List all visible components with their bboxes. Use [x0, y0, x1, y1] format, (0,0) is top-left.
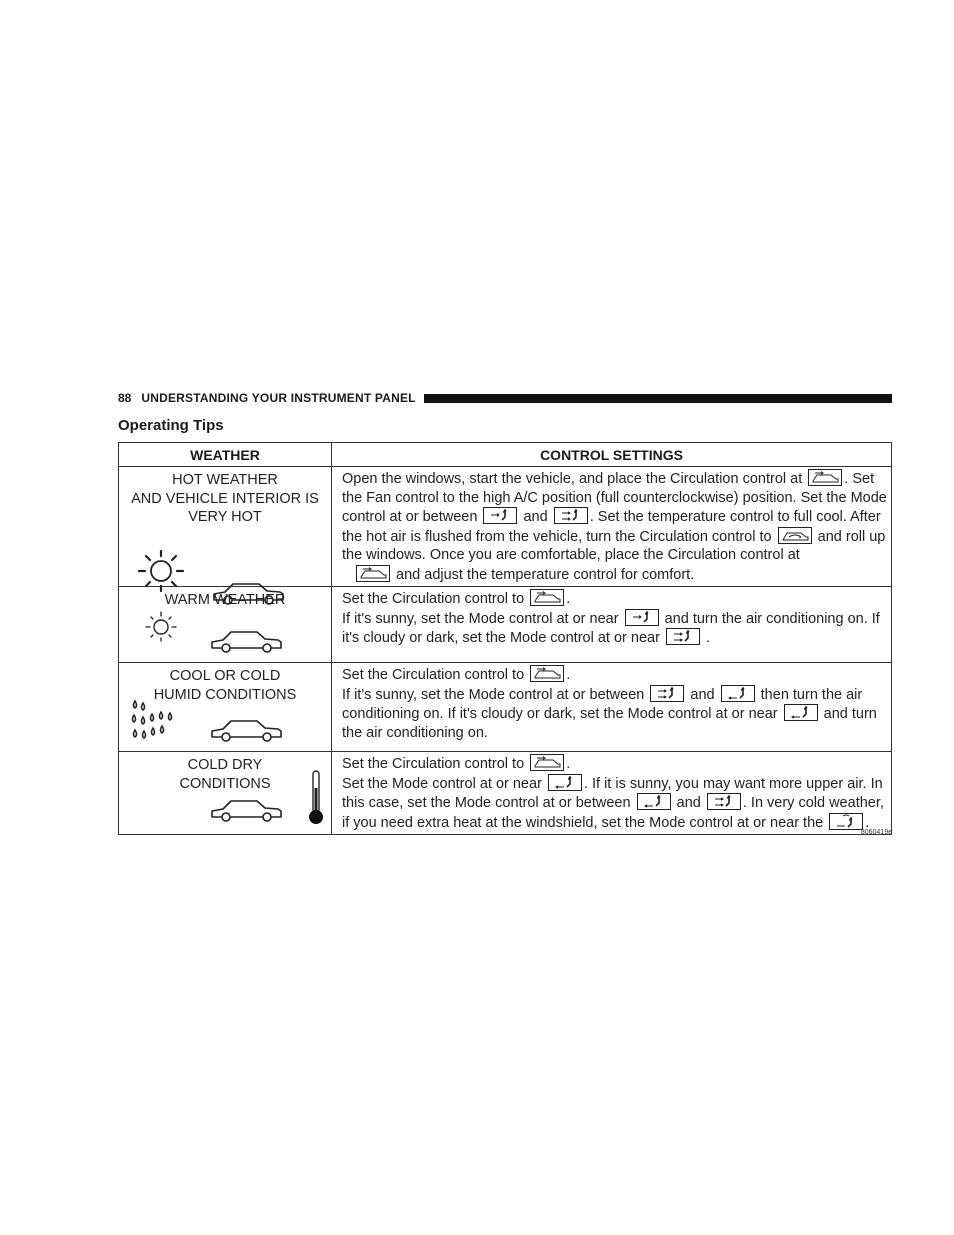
table-row	[119, 467, 892, 587]
panel-mode-icon	[483, 507, 517, 524]
table-row	[119, 752, 892, 835]
weather-cell-hot	[119, 467, 332, 587]
floor-mode-icon	[784, 704, 818, 721]
column-header-weather: WEATHER	[119, 443, 332, 467]
weather-label: COLD DRY CONDITIONS	[179, 757, 271, 792]
panel-mode-icon	[625, 609, 659, 626]
column-header-control-settings: CONTROL SETTINGS	[332, 443, 892, 467]
settings-cell-warm: Set the Circulation control to . If it's sunny, set the Mode control at or near and turn the air conditioning on. If it's cloudy or dark, set the Mode control at or near .	[332, 587, 892, 663]
section-title: Operating Tips	[118, 417, 224, 434]
rain-drops-icon	[129, 697, 175, 747]
bi-level-mode-icon	[650, 685, 684, 702]
weather-label: WARM WEATHER	[164, 592, 286, 608]
weather-cell-warm	[119, 587, 332, 663]
car-icon	[209, 714, 285, 744]
floor-mode-icon	[721, 685, 755, 702]
bi-level-mode-icon	[666, 628, 700, 645]
page-header	[118, 390, 892, 406]
recirculation-icon	[778, 527, 812, 544]
operating-tips-table	[118, 442, 892, 835]
bi-level-mode-icon	[554, 507, 588, 524]
figure-code: 8060419e	[860, 829, 892, 836]
mix-mode-icon	[829, 813, 863, 830]
outside-air-icon	[530, 665, 564, 682]
chapter-title: UNDERSTANDING YOUR INSTRUMENT PANEL	[141, 391, 416, 405]
settings-cell-cold-dry: Set the Circulation control to . Set the Mode control at or near . If it is sunny, you may want more upper air. In this case, set the Mode control at or between and . In very cold weather, if you need extra heat at the windshield, set the Mode control at or near the .	[332, 752, 892, 835]
weather-cell-cool-humid	[119, 663, 332, 752]
bi-level-mode-icon	[707, 793, 741, 810]
table-header-row	[119, 443, 892, 467]
table-row	[119, 587, 892, 663]
outside-air-icon	[356, 565, 390, 582]
floor-mode-icon	[637, 793, 671, 810]
settings-cell-cool-humid: Set the Circulation control to . If it's sunny, set the Mode control at or between and then turn the air conditioning on. If it's cloudy or dark, set the Mode control at or near and turn the air conditioning on.	[332, 663, 892, 752]
warm-sun-icon	[143, 609, 179, 643]
car-icon	[209, 625, 285, 655]
table-row	[119, 663, 892, 752]
thermometer-icon	[308, 770, 324, 826]
settings-cell-hot: Open the windows, start the vehicle, and place the Circulation control at . Set the Fan control to the high A/C position (full counterclockwise) position. Set the Mode control at or between and . Set the temperature control to full cool. After the hot air is flushed from the vehicle, turn the Circulation control to and roll up the windows. Once you are comfortable, place the Circulation control at and adjust the temperature control for comfort.	[332, 467, 892, 587]
outside-air-icon	[530, 589, 564, 606]
weather-label: COOL OR COLD HUMID CONDITIONS	[153, 668, 297, 703]
page-number: 88	[118, 391, 132, 405]
weather-cell-cold-dry	[119, 752, 332, 835]
car-icon	[209, 794, 285, 824]
header-rule	[424, 394, 892, 403]
weather-label: HOT WEATHER AND VEHICLE INTERIOR IS VERY HOT	[131, 472, 319, 525]
outside-air-icon	[530, 754, 564, 771]
outside-air-icon	[808, 469, 842, 486]
floor-mode-icon	[548, 774, 582, 791]
